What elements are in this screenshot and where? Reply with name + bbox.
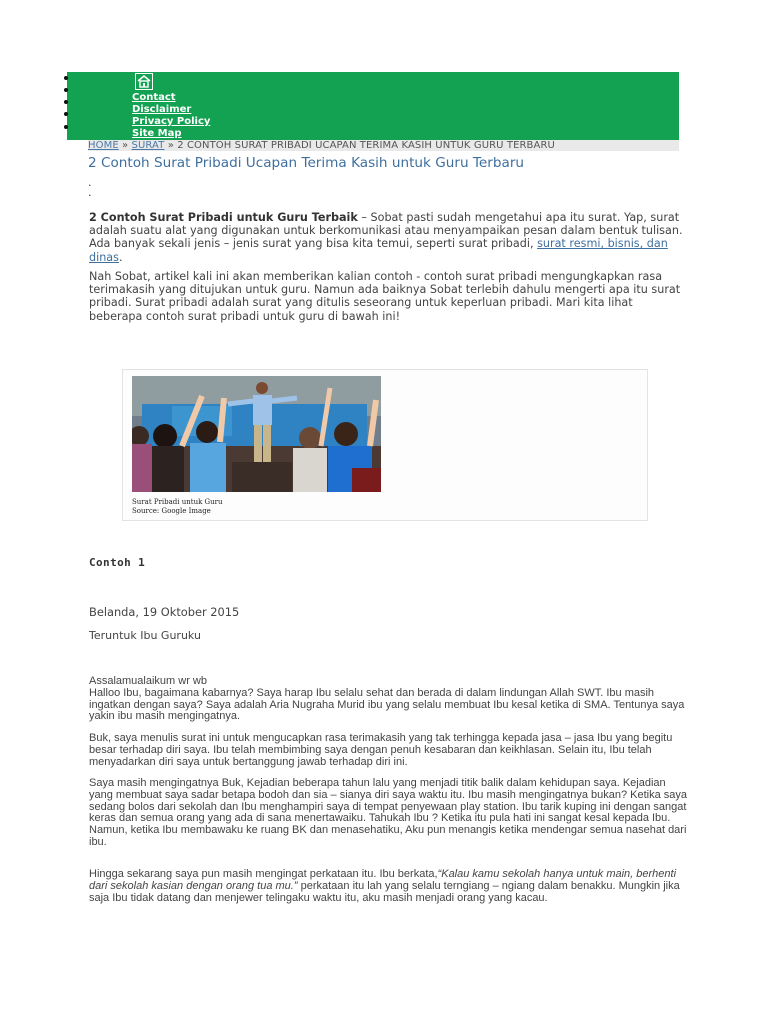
letter-p4-end: perkataan itu lah yang selalu terngiang – ngiang dalam benakku. Mungkin jika saja Ibu tidak datang dan menjewer telingaku waktu itu, aku masih menjadi orang yang kacau. bbox=[89, 879, 680, 904]
list-bullet bbox=[64, 125, 68, 129]
intro-paragraph bbox=[89, 211, 689, 264]
nav-link-contact[interactable]: Contact bbox=[132, 92, 176, 103]
article-figure bbox=[122, 369, 648, 521]
example-heading: Contoh 1 bbox=[89, 556, 146, 569]
nav-list bbox=[67, 72, 679, 140]
caption-source: Source: Google Image bbox=[132, 507, 211, 515]
letter-paragraph-1: Assalamualaikum wr wb Halloo Ibu, bagaimana kabarnya? Saya harap Ibu selalu sehat dan berada di dalam lindungan Allah SWT. Ibu masih ingatkan dengan saya? Saya adalah Aria Nugraha Murid ibu yang selalu membuat Ibu kesal ketika di SMA. Tentunya saya yakin ibu masih mengingatnya. bbox=[89, 675, 685, 723]
list-bullet bbox=[64, 88, 68, 92]
letter-p4-quote: “Kalau kamu sekolah hanya untuk main, berhenti dari sekolah kasian dengan orang tua mu.” bbox=[89, 868, 677, 892]
letter-p4-start: Hingga sekarang saya pun masih mengingat perkataan itu. Ibu berkata, bbox=[89, 868, 438, 880]
body-paragraph: Nah Sobat, artikel kali ini akan memberikan kalian contoh - contoh surat pribadi mengungkapkan rasa terimakasih yang ditujukan untuk guru. Namun ada baiknya Sobat terlebih dahulu mengerti apa itu surat pribadi. Surat pribadi adalah surat yang ditulis seseorang untuk keperluan pribadi. Mari kita lihat beberapa contoh surat pribadi untuk guru di bawah ini! bbox=[89, 270, 681, 323]
intro-text: – Sobat pasti sudah mengetahui apa itu surat. Yap, surat adalah suatu alat yang digunakan untuk berkomunikasi atau menyampaikan pesan dalam bentuk tulisan. Ada banyak sekali jenis – jenis surat yang bisa kita temui, seperti surat pribadi, bbox=[89, 211, 683, 251]
surat-resmi-link[interactable]: surat resmi, bisnis, dan dinas bbox=[89, 237, 668, 264]
breadcrumb-current: 2 CONTOH SURAT PRIBADI UCAPAN TERIMA KASIH UNTUK GURU TERBARU bbox=[177, 140, 555, 151]
nav-link-site-map[interactable]: Site Map bbox=[132, 128, 182, 139]
breadcrumb-separator: » bbox=[118, 140, 132, 151]
figure-caption bbox=[132, 498, 223, 516]
breadcrumb-separator: » bbox=[164, 140, 178, 151]
list-bullet bbox=[64, 112, 68, 116]
list-bullet bbox=[64, 100, 68, 104]
spacer-dots bbox=[88, 178, 92, 198]
letter-paragraph-3: Saya masih mengingatnya Buk, Kejadian beberapa tahun lalu yang menjadi titik balik dalam kehidupan saya. Kejadian yang membuat saya sadar betapa bodoh dan sia – sianya diri saya waktu itu. Ibu masih mengingatnya bukan? Ketika saya sedang bolos dari sekolah dan Ibu menghampiri saya di tempat penyewaan play station. Ibu tarik kuping ini dengan sangat keras dan semua orang yang ada di sana menertawaiku. Tahukah Ibu ? Ketika itu pula hati ini sangat kesal kepada Ibu. Namun, ketika Ibu membawaku ke ruang BK dan menasehatiku, Aku pun menangis ketika mendengar semua nasehat dari ibu. bbox=[89, 777, 688, 848]
letter-recipient: Teruntuk Ibu Guruku bbox=[89, 629, 201, 642]
classroom-photo bbox=[132, 376, 381, 492]
home-icon[interactable] bbox=[135, 73, 153, 90]
top-navigation bbox=[67, 72, 679, 140]
intro-bold-lead: 2 Contoh Surat Pribadi untuk Guru Terbaik bbox=[89, 211, 358, 224]
breadcrumb-surat-link[interactable]: SURAT bbox=[131, 140, 165, 151]
page-title: 2 Contoh Surat Pribadi Ucapan Terima Kasih untuk Guru Terbaru bbox=[88, 155, 525, 171]
letter-paragraph-2: Buk, saya menulis surat ini untuk mengucapkan rasa terimakasih yang tak terhingga kepada jasa – jasa Ibu yang begitu besar terhadap diri saya. Ibu telah membimbing saya dengan penuh kesabaran dan keikhlasan. Selain itu, Ibu telah menyadarkan diri saya untuk bertanggung jawab terhadap diri ini. bbox=[89, 732, 673, 768]
breadcrumb bbox=[88, 139, 555, 152]
list-bullet bbox=[64, 76, 68, 80]
breadcrumb-home-link[interactable]: HOME bbox=[88, 140, 119, 151]
spacer-dot: . bbox=[88, 186, 92, 199]
nav-link-privacy-policy[interactable]: Privacy Policy bbox=[132, 116, 211, 127]
nav-link-disclaimer[interactable]: Disclaimer bbox=[132, 104, 192, 115]
letter-date: Belanda, 19 Oktober 2015 bbox=[89, 605, 240, 619]
caption-title: Surat Pribadi untuk Guru bbox=[132, 498, 223, 506]
spacer-dot: . bbox=[88, 176, 92, 189]
intro-end: . bbox=[119, 250, 123, 264]
letter-paragraph-4 bbox=[89, 869, 689, 904]
